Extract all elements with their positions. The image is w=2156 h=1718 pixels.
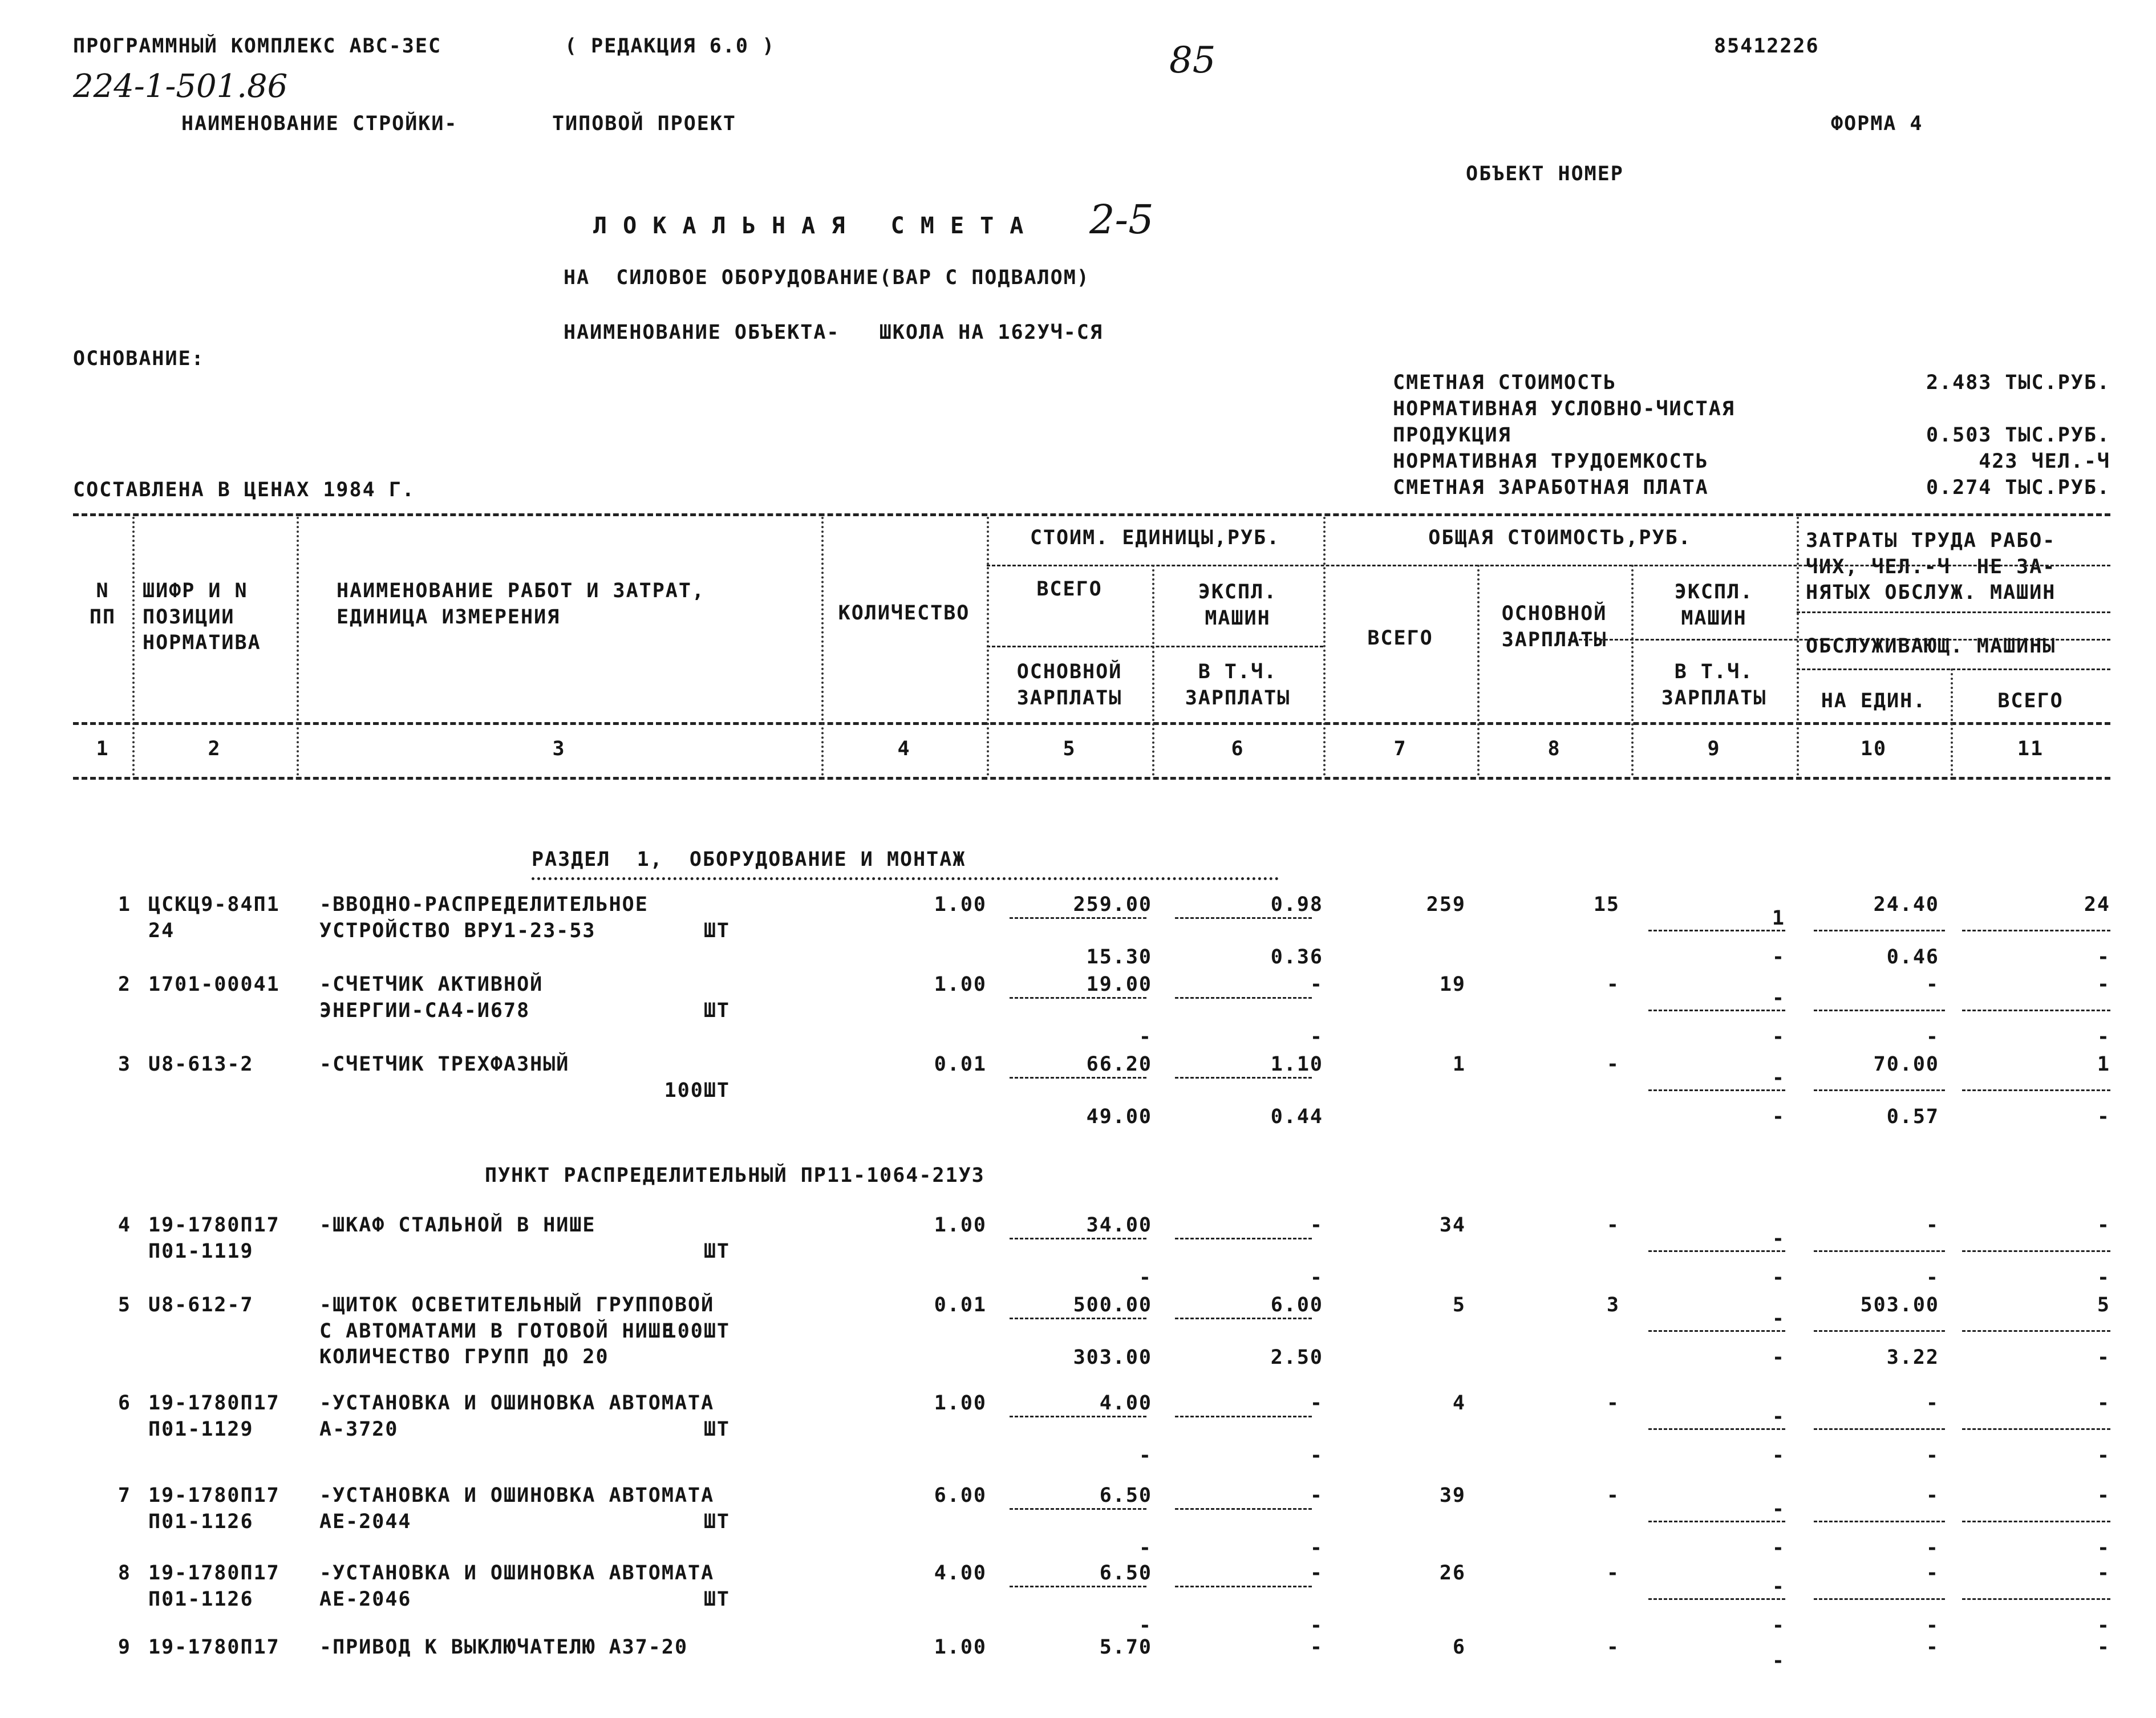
column-header: N ПП — [89, 580, 116, 629]
column-header: КОЛИЧЕСТВО — [838, 602, 970, 625]
unit-of-measure: ШТ — [703, 999, 730, 1022]
quantity: 1.00 — [934, 1392, 987, 1415]
total-machines: 1 — [1772, 907, 1785, 930]
unit-cost-machines: - — [1310, 1636, 1323, 1659]
total-machines: - — [1772, 1067, 1785, 1089]
unit-cost-machine-wages: - — [1310, 1614, 1323, 1637]
row-number: 9 — [117, 1636, 131, 1659]
unit-cost-machines: - — [1310, 1562, 1323, 1585]
cell-divider — [1962, 1598, 2110, 1600]
norm-code: 19-1780П17 — [148, 1214, 280, 1237]
norm-code-extra: П01-1126 — [148, 1588, 254, 1611]
summary-value: 423 ЧЕЛ.-Ч — [1979, 450, 2110, 473]
norm-code: 19-1780П17 — [148, 1562, 280, 1585]
total-machines: - — [1772, 1227, 1785, 1250]
cell-divider — [1010, 1077, 1146, 1079]
quantity: 0.01 — [934, 1294, 987, 1316]
unit-of-measure: ШТ — [703, 1588, 730, 1611]
column-separator — [987, 517, 989, 776]
column-header: ЗАТРАТЫ ТРУДА РАБО- ЧИХ, ЧЕЛ.-Ч НЕ ЗА- НЯТЫХ ОБСЛУЖ. МАШИН — [1806, 529, 2056, 604]
column-header: ВСЕГО — [1367, 627, 1433, 650]
labor-machines-per-unit: - — [1926, 1026, 1939, 1048]
cell-divider — [1648, 1330, 1785, 1332]
total-wages: - — [1606, 973, 1620, 996]
column-header: ШИФР И N ПОЗИЦИИ НОРМАТИВА — [143, 580, 261, 654]
work-name: -УСТАНОВКА И ОШИНОВКА АВТОМАТА АЕ-2046 — [319, 1562, 715, 1611]
quantity: 6.00 — [934, 1484, 987, 1507]
cell-divider — [1962, 1521, 2110, 1522]
cell-divider — [1010, 1318, 1146, 1319]
work-name: -ВВОДНО-РАСПРЕДЕЛИТЕЛЬНОЕ УСТРОЙСТВО ВРУ1-23-53 — [319, 893, 649, 942]
cell-divider — [1010, 917, 1146, 919]
construction-value: ТИПОВОЙ ПРОЕКТ — [552, 112, 737, 135]
cell-divider — [1175, 1238, 1312, 1239]
labor-per-unit: - — [1926, 1562, 1939, 1585]
column-header: НАИМЕНОВАНИЕ РАБОТ И ЗАТРАТ, ЕДИНИЦА ИЗМЕРЕНИЯ — [337, 580, 706, 629]
labor-per-unit: - — [1926, 1392, 1939, 1415]
cell-divider — [1010, 1416, 1146, 1417]
total-machine-wages: - — [1772, 1026, 1785, 1048]
row-number: 5 — [117, 1294, 131, 1316]
total-machines: - — [1772, 1650, 1785, 1672]
column-separator — [297, 517, 299, 776]
summary-label: СМЕТНАЯ СТОИМОСТЬ — [1393, 371, 1617, 394]
cell-divider — [1648, 1010, 1785, 1011]
cell-divider — [1962, 930, 2110, 931]
norm-code: 19-1780П17 — [148, 1636, 280, 1659]
work-name: -ЩИТОК ОСВЕТИТЕЛЬНЫЙ ГРУППОВОЙ С АВТОМАТАМИ В ГОТОВОЙ НИШЕ КОЛИЧЕСТВО ГРУПП ДО 20 — [319, 1294, 715, 1368]
cell-divider — [1010, 1586, 1146, 1587]
unit-cost-total: 5.70 — [1099, 1636, 1152, 1659]
total-machines: - — [1772, 1498, 1785, 1521]
total-wages: - — [1606, 1636, 1620, 1659]
cell-divider — [1814, 1089, 1945, 1091]
norm-code: U8-613-2 — [148, 1053, 254, 1076]
cell-divider — [1648, 1250, 1785, 1252]
form-label: ФОРМА 4 — [1831, 112, 1923, 135]
unit-cost-wages: - — [1138, 1537, 1152, 1559]
edition: ( РЕДАКЦИЯ 6.0 ) — [565, 35, 776, 58]
object-name: НАИМЕНОВАНИЕ ОБЪЕКТА- ШКОЛА НА 162УЧ-СЯ — [564, 321, 1103, 344]
section-underline — [532, 877, 1279, 880]
column-number: 10 — [1860, 738, 1887, 760]
labor-per-unit: - — [1926, 1484, 1939, 1507]
column-number: 9 — [1707, 738, 1721, 760]
total-cost: 5 — [1452, 1294, 1466, 1316]
subsection-title: ПУНКТ РАСПРЕДЕЛИТЕЛЬНЫЙ ПР11-1064-21У3 — [485, 1164, 985, 1187]
unit-cost-machine-wages: 0.44 — [1270, 1105, 1323, 1128]
object-number-label: ОБЪЕКТ НОМЕР — [1466, 163, 1624, 185]
total-cost: 39 — [1439, 1484, 1466, 1507]
cell-divider — [1648, 930, 1785, 931]
cell-divider — [1962, 1089, 2110, 1091]
total-machine-wages: - — [1772, 1346, 1785, 1369]
labor-machines-total: - — [2097, 1537, 2110, 1559]
column-number: 8 — [1547, 738, 1561, 760]
unit-cost-machine-wages: 2.50 — [1270, 1346, 1323, 1369]
column-number: 6 — [1231, 738, 1245, 760]
total-machine-wages: - — [1772, 1614, 1785, 1637]
labor-machines-total: - — [2097, 1266, 2110, 1289]
column-number: 7 — [1393, 738, 1407, 760]
labor-per-unit: - — [1926, 1214, 1939, 1237]
section-title: РАЗДЕЛ 1, ОБОРУДОВАНИЕ И МОНТАЖ — [532, 848, 966, 871]
total-wages: - — [1606, 1214, 1620, 1237]
quantity: 1.00 — [934, 893, 987, 916]
cell-divider — [1814, 1521, 1945, 1522]
work-name: -УСТАНОВКА И ОШИНОВКА АВТОМАТА А-3720 — [319, 1392, 715, 1441]
labor-machines-per-unit: 0.46 — [1886, 946, 1939, 969]
cell-divider — [1814, 1428, 1945, 1430]
total-cost: 26 — [1439, 1562, 1466, 1585]
labor-total: - — [2097, 1392, 2110, 1415]
norm-code: ЦСКЦ9-84П1 — [148, 893, 280, 916]
summary-value: 0.503 ТЫС.РУБ. — [1926, 424, 2110, 447]
column-header: ЭКСПЛ. МАШИН — [1674, 581, 1754, 630]
total-machine-wages: - — [1772, 1537, 1785, 1559]
labor-total: 1 — [2097, 1053, 2110, 1076]
norm-code-extra: П01-1126 — [148, 1510, 254, 1533]
work-name: -СЧЕТЧИК ТРЕХФАЗНЫЙ — [319, 1053, 570, 1076]
labor-per-unit: - — [1926, 973, 1939, 996]
total-machine-wages: - — [1772, 1105, 1785, 1128]
row-number: 7 — [117, 1484, 131, 1507]
cell-divider — [1814, 1330, 1945, 1332]
column-header: ВСЕГО — [1036, 578, 1103, 601]
column-number: 3 — [552, 738, 566, 760]
unit-cost-wages: 15.30 — [1086, 946, 1152, 969]
row-number: 1 — [117, 893, 131, 916]
unit-of-measure: ШТ — [703, 1240, 730, 1263]
work-name: -УСТАНОВКА И ОШИНОВКА АВТОМАТА АЕ-2044 — [319, 1484, 715, 1533]
unit-cost-total: 66.20 — [1086, 1053, 1152, 1076]
cell-divider — [1175, 1318, 1312, 1319]
total-cost: 259 — [1426, 893, 1466, 916]
prices-basis: СОСТАВЛЕНА В ЦЕНАХ 1984 Г. — [73, 479, 415, 501]
cell-divider — [1962, 1250, 2110, 1252]
total-machine-wages: - — [1772, 1444, 1785, 1467]
labor-machines-per-unit: - — [1926, 1444, 1939, 1467]
unit-cost-total: 500.00 — [1073, 1294, 1152, 1316]
column-header: ОБСЛУЖИВАЮЩ. МАШИНЫ — [1806, 635, 2056, 658]
labor-machines-per-unit: 3.22 — [1886, 1346, 1939, 1369]
labor-total: 24 — [2084, 893, 2110, 916]
unit-cost-machines: - — [1310, 1484, 1323, 1507]
unit-cost-machines: - — [1310, 1214, 1323, 1237]
unit-cost-machines: 0.98 — [1270, 893, 1323, 916]
cell-divider — [1175, 997, 1312, 999]
column-header: ОБЩАЯ СТОИМОСТЬ,РУБ. — [1428, 526, 1692, 549]
unit-of-measure: 100ШТ — [664, 1079, 730, 1102]
unit-cost-total: 34.00 — [1086, 1214, 1152, 1237]
labor-machines-per-unit: 0.57 — [1886, 1105, 1939, 1128]
labor-per-unit: 70.00 — [1873, 1053, 1939, 1076]
quantity: 1.00 — [934, 973, 987, 996]
column-separator — [821, 517, 824, 776]
total-cost: 34 — [1439, 1214, 1466, 1237]
labor-machines-total: - — [2097, 1105, 2110, 1128]
cell-divider — [1648, 1598, 1785, 1600]
unit-cost-machines: - — [1310, 1392, 1323, 1415]
unit-cost-machine-wages: - — [1310, 1266, 1323, 1289]
unit-cost-wages: 303.00 — [1073, 1346, 1152, 1369]
labor-machines-per-unit: - — [1926, 1266, 1939, 1289]
unit-of-measure: ШТ — [703, 1510, 730, 1533]
row-number: 2 — [117, 973, 131, 996]
cell-divider — [1175, 1077, 1312, 1079]
total-cost: 1 — [1452, 1053, 1466, 1076]
labor-machines-per-unit: - — [1926, 1614, 1939, 1637]
total-cost: 6 — [1452, 1636, 1466, 1659]
column-header: ВСЕГО — [1997, 690, 2064, 712]
quantity: 1.00 — [934, 1214, 987, 1237]
quantity: 4.00 — [934, 1562, 987, 1585]
cell-divider — [1175, 1586, 1312, 1587]
column-number: 2 — [208, 738, 221, 760]
column-header: ОСНОВНОЙ ЗАРПЛАТЫ — [1501, 602, 1607, 651]
summary-label: НОРМАТИВНАЯ ТРУДОЕМКОСТЬ — [1393, 450, 1709, 473]
cell-divider — [1962, 1330, 2110, 1332]
labor-machines-total: - — [2097, 1444, 2110, 1467]
labor-total: - — [2097, 973, 2110, 996]
unit-cost-wages: - — [1138, 1026, 1152, 1048]
cell-divider — [1814, 1010, 1945, 1011]
unit-cost-wages: - — [1138, 1614, 1152, 1637]
unit-cost-total: 6.50 — [1099, 1562, 1152, 1585]
cell-divider — [1010, 1238, 1146, 1239]
labor-machines-total: - — [2097, 1026, 2110, 1048]
total-wages: - — [1606, 1053, 1620, 1076]
cell-divider — [1648, 1428, 1785, 1430]
unit-cost-machines: 1.10 — [1270, 1053, 1323, 1076]
cell-divider — [1814, 1250, 1945, 1252]
summary-value: 2.483 ТЫС.РУБ. — [1926, 371, 2110, 394]
estimate-number: 2-5 — [1089, 196, 1154, 243]
cell-divider — [1175, 917, 1312, 919]
cell-divider — [1814, 1598, 1945, 1600]
program-name: ПРОГРАММНЫЙ КОМПЛЕКС АВС-3ЕС — [73, 35, 442, 58]
cell-divider — [1010, 1508, 1146, 1510]
total-wages: - — [1606, 1484, 1620, 1507]
column-separator — [1797, 517, 1799, 776]
norm-code-extra: 24 — [148, 919, 175, 942]
total-cost: 4 — [1452, 1392, 1466, 1415]
table-rule — [1797, 668, 2110, 670]
estimate-title: Л О К А Л Ь Н А Я С М Е Т А — [593, 213, 1025, 239]
total-machines: - — [1772, 1575, 1785, 1598]
total-wages: - — [1606, 1392, 1620, 1415]
cell-divider — [1648, 1089, 1785, 1091]
cell-divider — [1962, 1428, 2110, 1430]
table-rule — [73, 513, 2110, 516]
labor-machines-total: - — [2097, 1346, 2110, 1369]
column-header: В Т.Ч. ЗАРПЛАТЫ — [1661, 661, 1767, 710]
unit-of-measure: 100ШТ — [664, 1320, 730, 1343]
labor-total: - — [2097, 1484, 2110, 1507]
total-wages: 3 — [1606, 1294, 1620, 1316]
row-number: 3 — [117, 1053, 131, 1076]
labor-machines-total: - — [2097, 1614, 2110, 1637]
work-name: -СЧЕТЧИК АКТИВНОЙ ЭНЕРГИИ-СА4-И678 — [319, 973, 544, 1022]
unit-cost-wages: 49.00 — [1086, 1105, 1152, 1128]
unit-cost-wages: - — [1138, 1444, 1152, 1467]
column-header: СТОИМ. ЕДИНИЦЫ,РУБ. — [1030, 526, 1280, 549]
unit-cost-machine-wages: - — [1310, 1026, 1323, 1048]
table-rule — [1797, 611, 2110, 613]
table-rule — [987, 646, 1323, 647]
construction-label: НАИМЕНОВАНИЕ СТРОЙКИ- — [181, 112, 458, 135]
column-number: 5 — [1063, 738, 1076, 760]
quantity: 1.00 — [934, 1636, 987, 1659]
total-machine-wages: - — [1772, 946, 1785, 969]
project-code: 224-1-501.86 — [73, 68, 288, 105]
labor-total: - — [2097, 1562, 2110, 1585]
norm-code: 1701-00041 — [148, 973, 280, 996]
unit-cost-total: 259.00 — [1073, 893, 1152, 916]
norm-code: 19-1780П17 — [148, 1484, 280, 1507]
total-machines: - — [1772, 1405, 1785, 1428]
estimate-subject: НА СИЛОВОЕ ОБОРУДОВАНИЕ(ВАР С ПОДВАЛОМ) — [564, 266, 1090, 289]
quantity: 0.01 — [934, 1053, 987, 1076]
total-wages: 15 — [1593, 893, 1620, 916]
unit-cost-machines: 6.00 — [1270, 1294, 1323, 1316]
labor-per-unit: 503.00 — [1860, 1294, 1939, 1316]
unit-of-measure: ШТ — [703, 1418, 730, 1441]
unit-cost-total: 6.50 — [1099, 1484, 1152, 1507]
cell-divider — [1010, 997, 1146, 999]
unit-cost-machine-wages: - — [1310, 1444, 1323, 1467]
column-number: 4 — [897, 738, 911, 760]
work-name: -ШКАФ СТАЛЬНОЙ В НИШЕ — [319, 1214, 596, 1237]
cell-divider — [1175, 1508, 1312, 1510]
column-header: НА ЕДИН. — [1821, 690, 1927, 712]
column-separator — [132, 517, 135, 776]
labor-machines-total: - — [2097, 946, 2110, 969]
labor-machines-per-unit: - — [1926, 1537, 1939, 1559]
column-number: 1 — [96, 738, 110, 760]
row-number: 4 — [117, 1214, 131, 1237]
unit-of-measure: ШТ — [703, 919, 730, 942]
unit-cost-machines: - — [1310, 973, 1323, 996]
column-number: 11 — [2017, 738, 2044, 760]
column-header: ОСНОВНОЙ ЗАРПЛАТЫ — [1016, 661, 1122, 710]
cell-divider — [1175, 1416, 1312, 1417]
labor-per-unit: - — [1926, 1636, 1939, 1659]
page-number: 85 — [1169, 39, 1216, 82]
labor-per-unit: 24.40 — [1873, 893, 1939, 916]
document-code: 85412226 — [1714, 35, 1819, 58]
basis-label: ОСНОВАНИЕ: — [73, 347, 205, 370]
row-number: 8 — [117, 1562, 131, 1585]
total-machines: - — [1772, 1307, 1785, 1330]
total-machines: - — [1772, 987, 1785, 1010]
total-wages: - — [1606, 1562, 1620, 1585]
labor-total: - — [2097, 1214, 2110, 1237]
cell-divider — [1962, 1010, 2110, 1011]
total-machine-wages: - — [1772, 1266, 1785, 1289]
norm-code: 19-1780П17 — [148, 1392, 280, 1415]
table-rule — [73, 722, 2110, 725]
summary-value: 0.274 ТЫС.РУБ. — [1926, 476, 2110, 499]
column-header: ЭКСПЛ. МАШИН — [1198, 581, 1278, 630]
unit-cost-total: 4.00 — [1099, 1392, 1152, 1415]
norm-code-extra: П01-1129 — [148, 1418, 254, 1441]
summary-label: ПРОДУКЦИЯ — [1393, 424, 1511, 447]
work-name: -ПРИВОД К ВЫКЛЮЧАТЕЛЮ А37-20 — [319, 1636, 688, 1659]
total-cost: 19 — [1439, 973, 1466, 996]
labor-total: 5 — [2097, 1294, 2110, 1316]
cell-divider — [1814, 930, 1945, 931]
unit-cost-total: 19.00 — [1086, 973, 1152, 996]
norm-code-extra: П01-1119 — [148, 1240, 254, 1263]
table-rule — [73, 777, 2110, 780]
unit-cost-wages: - — [1138, 1266, 1152, 1289]
unit-cost-machine-wages: - — [1310, 1537, 1323, 1559]
cell-divider — [1648, 1521, 1785, 1522]
column-header: В Т.Ч. ЗАРПЛАТЫ — [1185, 661, 1291, 710]
labor-total: - — [2097, 1636, 2110, 1659]
row-number: 6 — [117, 1392, 131, 1415]
summary-label: СМЕТНАЯ ЗАРАБОТНАЯ ПЛАТА — [1393, 476, 1709, 499]
column-separator — [1951, 668, 1953, 776]
unit-cost-machine-wages: 0.36 — [1270, 946, 1323, 969]
norm-code: U8-612-7 — [148, 1294, 254, 1316]
summary-label: НОРМАТИВНАЯ УСЛОВНО-ЧИСТАЯ — [1393, 398, 1735, 420]
